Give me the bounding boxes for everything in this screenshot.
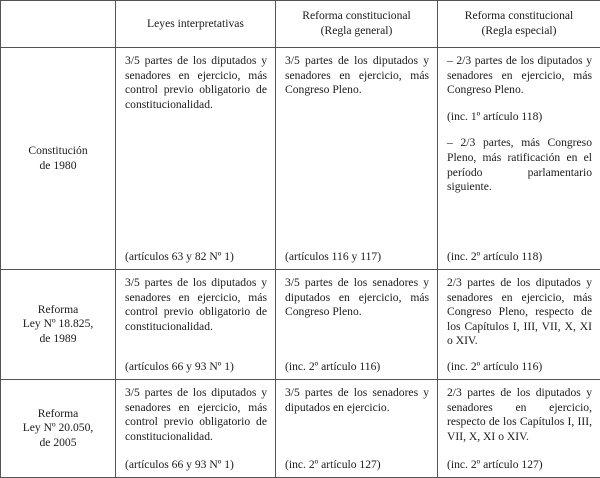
article-reference: (inc. 2º artículo 127) — [447, 458, 592, 473]
cell-leyes-interpretativas: 3/5 partes de los diputados y senadores en ejercicio, más control previo obligatorio de constitucionalidad. (artículos 66 y 93 Nº 1) — [116, 270, 276, 380]
table-row — [1, 270, 600, 380]
header-reforma-regla-general: Reforma constitucional (Regla general) — [276, 1, 438, 48]
article-reference: (inc. 2º artículo 127) — [285, 458, 429, 473]
header-leyes-interpretativas: Leyes interpretativas — [116, 1, 276, 48]
article-reference: (inc. 1º artículo 118) — [447, 110, 592, 125]
cell-regla-general: 3/5 partes de los diputados y senadores en ejercicio, más Congreso Pleno. (artículos 116 y 117) — [276, 48, 438, 270]
table-row — [1, 380, 600, 478]
article-reference: (inc. 2º artículo 118) — [447, 250, 592, 265]
article-reference: (artículos 63 y 82 Nº 1) — [125, 250, 267, 265]
article-reference: (inc. 2º artículo 116) — [447, 360, 592, 375]
cell-regla-especial: 2/3 partes de los diputados y senadores en ejercicio, más Congreso Pleno, respecto de los Capítulos I, III, VII, X, XI o XIV. (inc. 2º artículo 116) — [438, 270, 600, 380]
row-label: Reforma Ley Nº 18.825, de 1989 — [1, 270, 116, 380]
header-reforma-regla-especial: Reforma constitucional (Regla especial) — [438, 1, 600, 48]
cell-regla-especial: – 2/3 partes de los diputados y senadores en ejercicio, más Congreso Pleno. (inc. 1º artículo 118) – 2/3 partes, más Congreso Pleno, más ratificación en el período parlamentario siguiente. (inc. 2º artículo 118) — [438, 48, 600, 270]
table-row — [1, 48, 600, 270]
header-blank-cell — [1, 1, 116, 48]
cell-regla-general: 3/5 partes de los senadores y diputados en ejercicio, más Congreso Pleno. (inc. 2º artículo 116) — [276, 270, 438, 380]
article-reference: (artículos 66 y 93 Nº 1) — [125, 360, 267, 375]
header-row — [1, 1, 600, 48]
article-reference: (artículos 116 y 117) — [285, 250, 429, 265]
article-reference: (inc. 2º artículo 116) — [285, 360, 429, 375]
cell-leyes-interpretativas: 3/5 partes de los diputados y senadores en ejercicio, más control previo obligatorio de constitucionalidad. (artículos 66 y 93 Nº 1) — [116, 380, 276, 478]
cell-leyes-interpretativas: 3/5 partes de los diputados y senadores en ejercicio, más control previo obligatorio de constitucionalidad. (artículos 63 y 82 Nº 1) — [116, 48, 276, 270]
row-label: Constitución de 1980 — [1, 48, 116, 270]
row-label: Reforma Ley Nº 20.050, de 2005 — [1, 380, 116, 478]
cell-regla-especial: 2/3 partes de los diputados y senadores en ejercicio, respecto de los Capítulos I, III, VII, X, XI o XIV. (inc. 2º artículo 127) — [438, 380, 600, 478]
article-reference: (artículos 66 y 93 Nº 1) — [125, 458, 267, 473]
cell-regla-general: 3/5 partes de los senadores y diputados en ejercicio. (inc. 2º artículo 127) — [276, 380, 438, 478]
